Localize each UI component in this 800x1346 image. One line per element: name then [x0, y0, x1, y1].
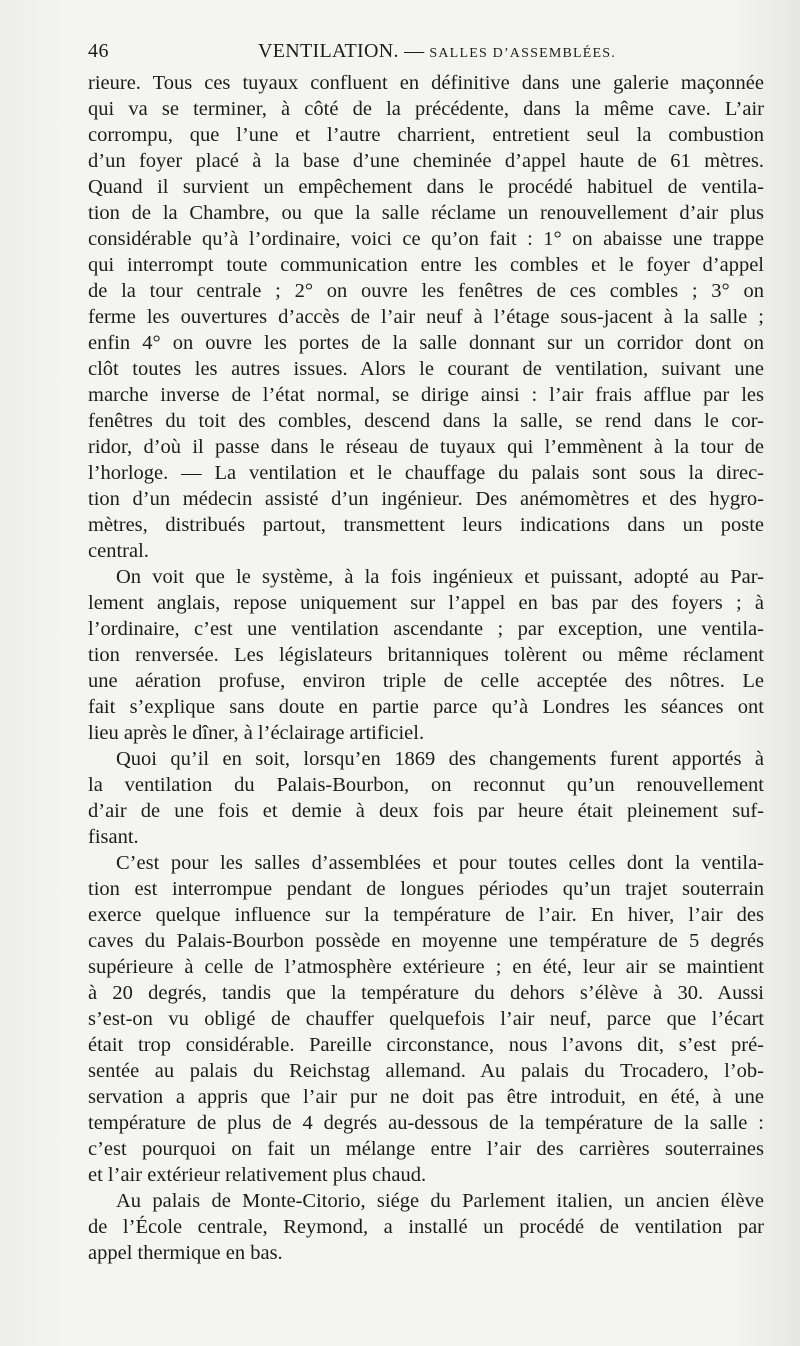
text-line: et l’air extérieur relativement plus chaud. — [88, 1164, 427, 1186]
paragraph — [88, 850, 764, 1188]
running-title-sub: SALLES D’ASSEMBLÉES. — [429, 46, 616, 61]
text-line: Au palais de Monte-Citorio, siége du Parlement italien, un ancien élève — [116, 1190, 764, 1212]
page-header — [88, 40, 764, 70]
text-line: Quoi qu’il en soit, lorsqu’en 1869 des changements furent apportés à — [116, 748, 764, 770]
text-line: corrompu, que l’une et l’autre charrient, entretient seul la combustion — [88, 124, 764, 146]
text-line: clôt toutes les autres issues. Alors le courant de ventilation, suivant une — [88, 358, 764, 380]
text-line: servation a appris que l’air pur ne doit pas être introduit, en été, à une — [88, 1086, 764, 1108]
text-line: l’ordinaire, c’est une ventilation ascendante ; par exception, une ventila- — [88, 618, 764, 640]
text-line: la ventilation du Palais-Bourbon, on reconnut qu’un renouvellement — [88, 774, 764, 796]
text-line: Quand il survient un empêchement dans le procédé habituel de ventila- — [88, 176, 764, 198]
text-line: d’un foyer placé à la base d’une cheminée d’appel haute de 61 mètres. — [88, 150, 764, 172]
paragraph — [88, 746, 764, 850]
text-line: rieure. Tous ces tuyaux confluent en définitive dans une galerie maçonnée — [88, 72, 764, 94]
paragraph — [88, 564, 764, 746]
text-line: à 20 degrés, tandis que la température du dehors s’élève à 30. Aussi — [88, 982, 764, 1004]
page-number: 46 — [88, 40, 109, 62]
text-line: tion d’un médecin assisté d’un ingénieur. Des anémomètres et des hygro- — [88, 488, 764, 510]
running-title-main: VENTILATION. — — [258, 40, 425, 62]
text-line: de l’École centrale, Reymond, a installé un procédé de ventilation par — [88, 1216, 764, 1238]
text-line: considérable qu’à l’ordinaire, voici ce qu’on fait : 1° on abaisse une trappe — [88, 228, 764, 250]
body-text — [88, 70, 764, 1266]
text-line: supérieure à celle de l’atmosphère extérieure ; en été, leur air se maintient — [88, 956, 764, 978]
text-line: s’est-on vu obligé de chauffer quelquefois l’air neuf, parce que l’écart — [88, 1008, 764, 1030]
text-line: de la tour centrale ; 2° on ouvre les fenêtres de ces combles ; 3° on — [88, 280, 764, 302]
text-line: appel thermique en bas. — [88, 1242, 283, 1264]
text-line: fenêtres du toit des combles, descend dans la salle, se rend dans le cor- — [88, 410, 764, 432]
text-line: tion renversée. Les législateurs britanniques tolèrent ou même réclament — [88, 644, 764, 666]
text-line: caves du Palais-Bourbon possède en moyenne une température de 5 degrés — [88, 930, 764, 952]
text-line: fait s’explique sans doute en partie parce qu’à Londres les séances ont — [88, 696, 764, 718]
text-line: température de plus de 4 degrés au-dessous de la température de la salle : — [88, 1112, 764, 1134]
text-line: d’air de une fois et demie à deux fois par heure était pleinement suf- — [88, 800, 764, 822]
text-line: lement anglais, repose uniquement sur l’appel en bas par des foyers ; à — [88, 592, 764, 614]
text-line: ferme les ouvertures d’accès de l’air neuf à l’étage sous-jacent à la salle ; — [88, 306, 764, 328]
paragraph — [88, 1188, 764, 1266]
text-line: qui interrompt toute communication entre les combles et le foyer d’appel — [88, 254, 764, 276]
text-line: C’est pour les salles d’assemblées et pour toutes celles dont la ventila- — [116, 852, 764, 874]
text-line: lieu après le dîner, à l’éclairage artificiel. — [88, 722, 425, 744]
text-line: ridor, d’où il passe dans le réseau de tuyaux qui l’emmènent à la tour de — [88, 436, 764, 458]
text-line: tion est interrompue pendant de longues périodes qu’un trajet souterrain — [88, 878, 764, 900]
text-line: sentée au palais du Reichstag allemand. Au palais du Trocadero, l’ob- — [88, 1060, 764, 1082]
text-line: l’horloge. — La ventilation et le chauffage du palais sont sous la direc- — [88, 462, 764, 484]
text-line: enfin 4° on ouvre les portes de la salle donnant sur un corridor dont on — [88, 332, 764, 354]
paragraph — [88, 70, 764, 564]
text-line: était trop considérable. Pareille circonstance, nous l’avons dit, s’est pré- — [88, 1034, 764, 1056]
running-title — [258, 40, 616, 63]
text-line: exerce quelque influence sur la température de l’air. En hiver, l’air des — [88, 904, 764, 926]
text-line: fisant. — [88, 826, 139, 848]
text-line: On voit que le système, à la fois ingénieux et puissant, adopté au Par- — [116, 566, 764, 588]
text-line: marche inverse de l’état normal, se dirige ainsi : l’air frais afflue par les — [88, 384, 764, 406]
text-line: qui va se terminer, à côté de la précédente, dans la même cave. L’air — [88, 98, 764, 120]
text-line: tion de la Chambre, ou que la salle réclame un renouvellement d’air plus — [88, 202, 764, 224]
text-line: central. — [88, 540, 149, 562]
text-line: c’est pourquoi on fait un mélange entre l’air des carrières souterraines — [88, 1138, 764, 1160]
text-line: une aération profuse, environ triple de celle acceptée des nôtres. Le — [88, 670, 764, 692]
text-line: mètres, distribués partout, transmettent leurs indications dans un poste — [88, 514, 764, 536]
